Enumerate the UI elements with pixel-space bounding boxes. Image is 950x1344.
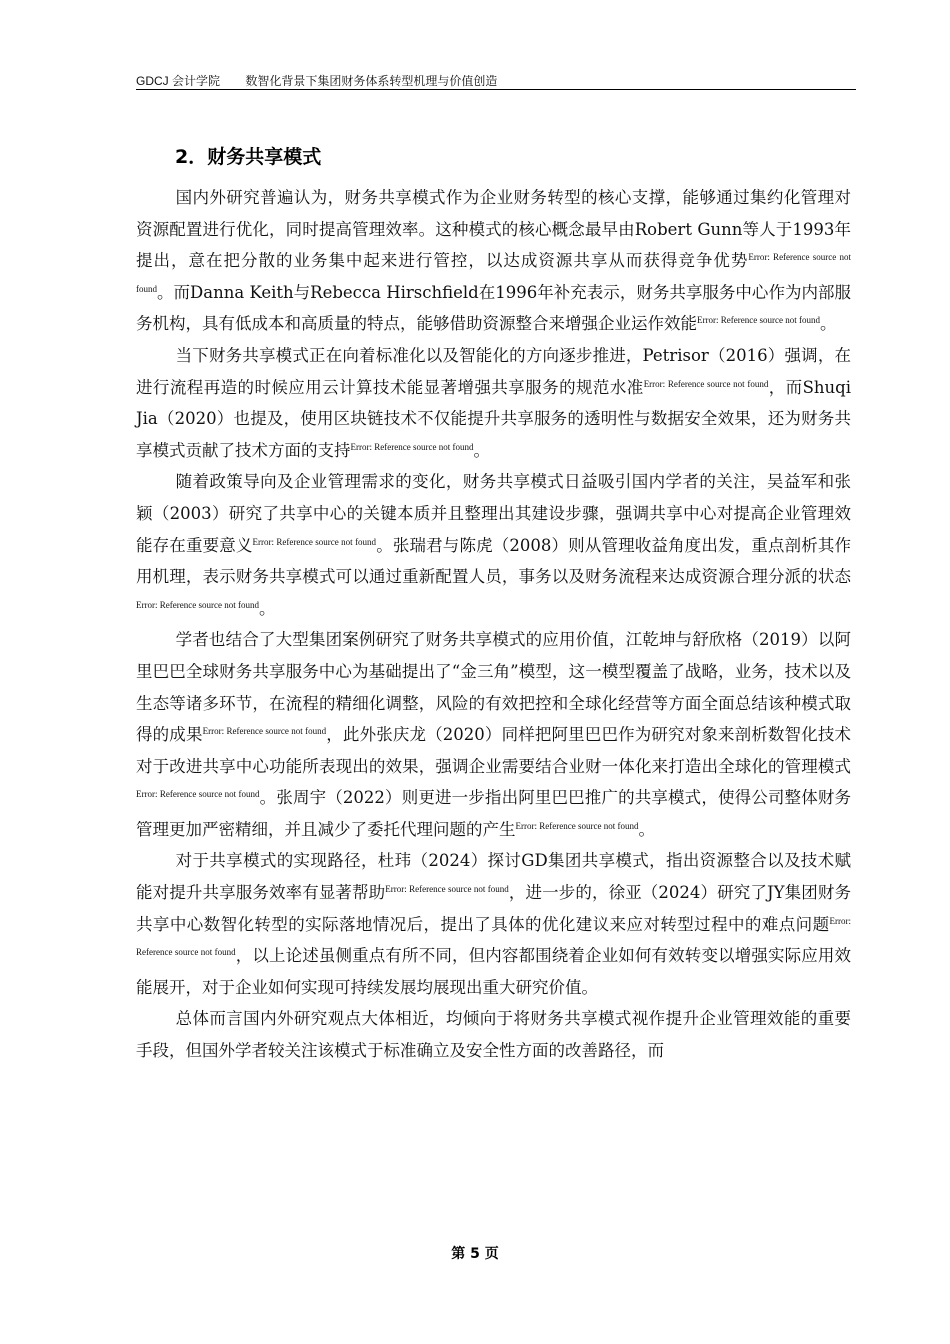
paragraph xyxy=(136,340,851,466)
paragraph-text: 当下财务共享模式正在向着标准化以及智能化的方向逐步推进，Petrisor（2016）强调，在进行流程再造的时候应用云计算技术能显著增强共享服务的规范水准 xyxy=(136,345,851,397)
page-header xyxy=(136,72,856,90)
paragraph-text: 对于共享模式的实现路径，杜玮（2024）探讨GD集团共享模式，指出资源整合以及技术赋能对提升共享服务效率有显著帮助 xyxy=(136,851,851,903)
header-org: GDCJ 会计学院 xyxy=(136,74,221,88)
paragraph-text: 。而Danna Keith与Rebecca Hirschfield在1996年补充表示，财务共享服务中心作为内部服务机构，具有低成本和高质量的特点，能够借助资源整合来增强企业运作效能 xyxy=(136,282,851,334)
paragraph-text: 。 xyxy=(819,314,837,334)
reference-error: Error: Reference source not found xyxy=(136,252,852,294)
reference-error: Error: Reference source not found xyxy=(136,789,260,800)
reference-error: Error: Reference source not found xyxy=(643,378,769,389)
paragraph xyxy=(136,182,851,340)
header-title: 数智化背景下集团财务体系转型机理与价值创造 xyxy=(245,74,498,88)
reference-error: Error: Reference source not found xyxy=(136,599,259,610)
paragraph-text: 。 xyxy=(473,440,490,460)
paragraph-text: 。张周宇（2022）则更进一步指出阿里巴巴推广的共享模式，使得公司整体财务管理更加严密精细，并且减少了委托代理问题的产生 xyxy=(136,788,851,839)
paragraph-text: ，进一步的，徐亚（2024）研究了JY集团财务共享中心数智化转型的实际落地情况后，提出了具体的优化建议来应对转型过程中的难点问题 xyxy=(136,883,852,934)
paragraph-text: 总体而言国内外研究观点大体相近，均倾向于将财务共享模式视作提升企业管理效能的重要手段，但国外学者较关注该模式于标准确立及安全性方面的改善路径，而 xyxy=(136,1009,851,1061)
paragraph-text: 。 xyxy=(638,819,655,839)
paragraph-text: 。 xyxy=(258,598,276,618)
reference-error: Error: Reference source not found xyxy=(697,315,820,326)
reference-error: Error: Reference source not found xyxy=(202,726,327,737)
paragraph-text: ，此外张庆龙（2020）同样把阿里巴巴作为研究对象来剖析数智化技术对于改进共享中心功能所表现出的效果，强调企业需要结合业财一体化来打造出全球化的管理模式 xyxy=(136,725,851,776)
paragraph-text: 随着政策导向及企业管理需求的变化，财务共享模式日益吸引国内学者的关注，吴益军和张颖（2003）研究了共享中心的关键本质并且整理出其建设步骤，强调共享中心对提高企业管理效能存在重要意义 xyxy=(136,472,851,555)
body-text xyxy=(136,182,851,1067)
paragraph xyxy=(136,1003,851,1066)
paragraph-text: 学者也结合了大型集团案例研究了财务共享模式的应用价值，江乾坤与舒欣格（2019）以阿里巴巴全球财务共享服务中心为基础提出了“金三角”模型，这一模型覆盖了战略，业务，技术以及生态等诸多环节，在流程的精细化调整，风险的有效把控和全球化经营等方面全面总结该种模式取得的成果 xyxy=(136,630,851,745)
reference-error: Error: Reference source not found xyxy=(385,884,509,895)
paragraph-text: ，而Shuqi Jia（2020）也提及，使用区块链技术不仅能提升共享服务的透明性与数据安全效果，还为财务共享模式贡献了技术方面的支持 xyxy=(136,377,851,460)
paragraph xyxy=(136,624,851,845)
paragraph xyxy=(136,466,851,624)
reference-error: Error: Reference source not found xyxy=(350,441,474,452)
paragraph xyxy=(136,845,851,1003)
section-heading: 2．财务共享模式 xyxy=(175,146,322,168)
reference-error: Error: Reference source not found xyxy=(252,536,377,547)
paragraph-text: 国内外研究普遍认为，财务共享模式作为企业财务转型的核心支撑，能够通过集约化管理对资源配置进行优化，同时提高管理效率。这种模式的核心概念最早由Robert Gunn等人于1993年提出，意在把分散的业务集中起来进行管控，以达成资源共享从而获得竞争优势 xyxy=(136,188,851,271)
reference-error: Error: Reference source not found xyxy=(136,915,851,958)
page-number: 第 5 页 xyxy=(451,1246,499,1262)
reference-error: Error: Reference source not found xyxy=(515,820,639,831)
paragraph-text: 。张瑞君与陈虎（2008）则从管理收益角度出发，重点剖析其作用机理，表示财务共享模式可以通过重新配置人员，事务以及财务流程来达成资源合理分派的状态 xyxy=(136,535,851,587)
paragraph-text: ，以上论述虽侧重点有所不同，但内容都围绕着企业如何有效转变以增强实际应用效能展开，对于企业如何实现可持续发展均展现出重大研究价值。 xyxy=(136,946,851,997)
